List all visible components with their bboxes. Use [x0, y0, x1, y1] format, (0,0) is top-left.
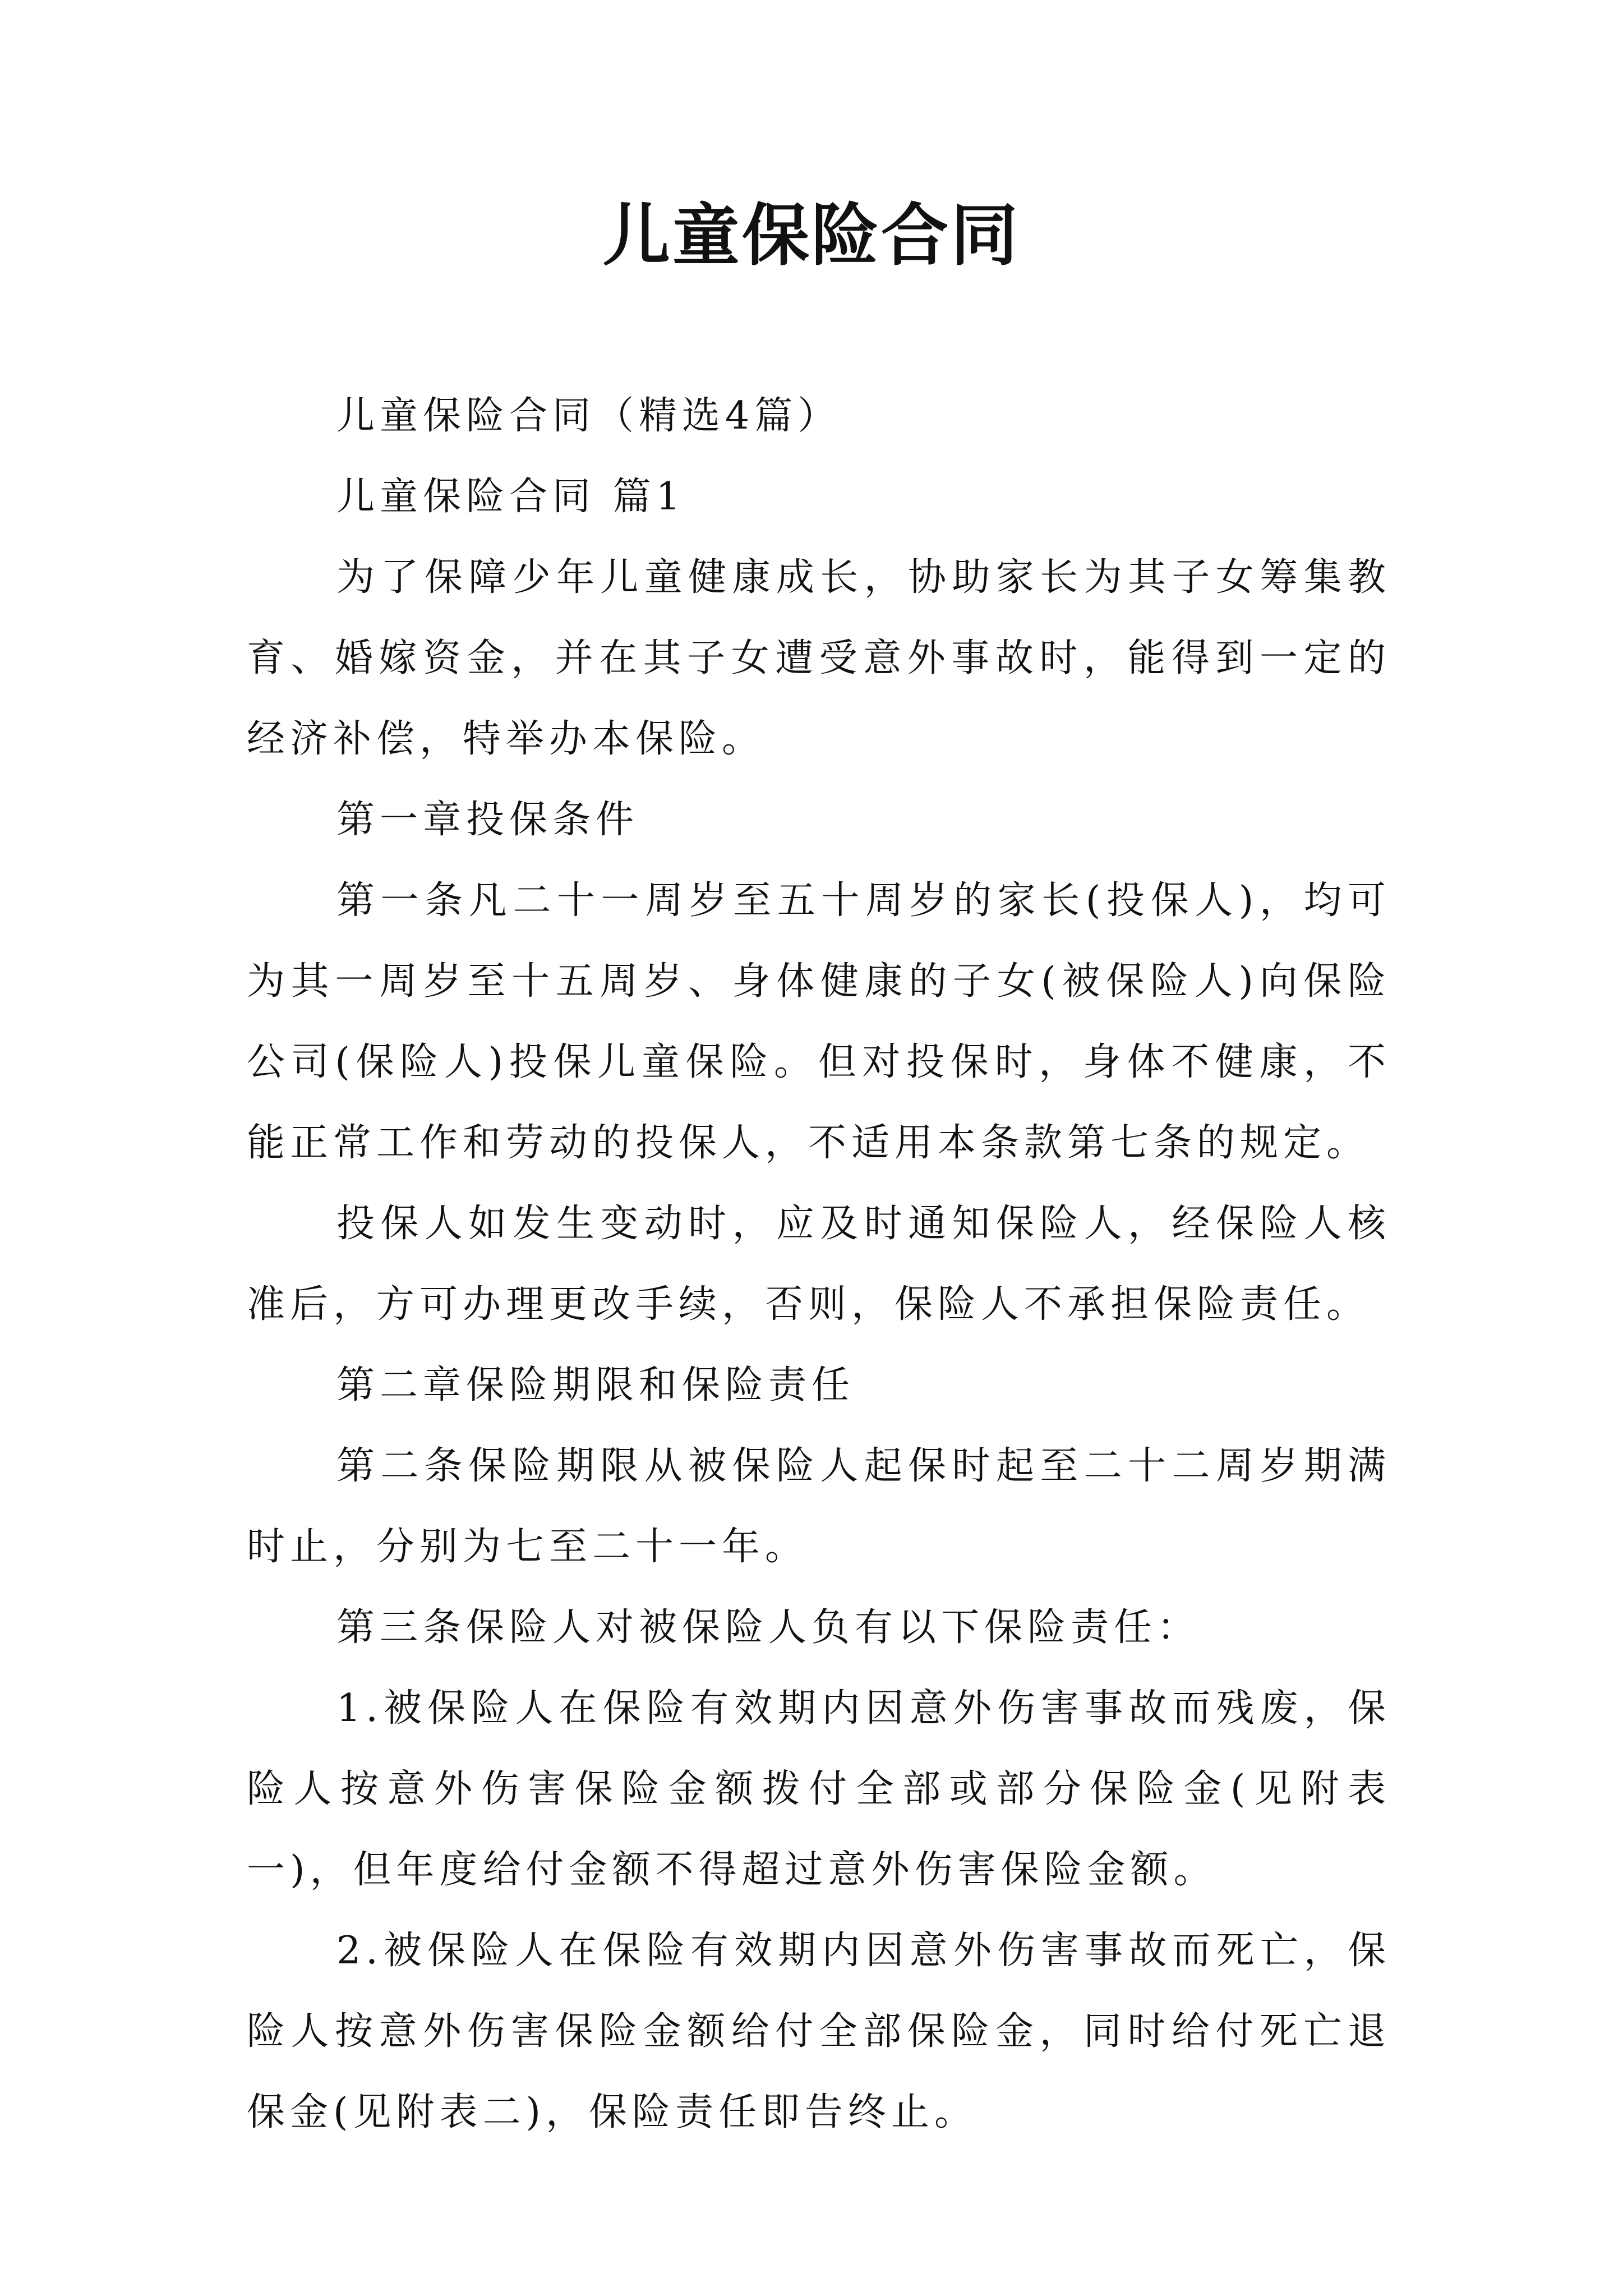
document-title: 儿童保险合同	[603, 196, 1020, 275]
paragraph-purpose: 为了保障少年儿童健康成长，协助家长为其子女筹集教育、婚嫁资金，并在其子女遭受意外事故时，能得到一定的经济补偿，特举办本保险。	[247, 555, 1391, 761]
paragraph-chapter-2-heading: 第二章保险期限和保险责任	[336, 1363, 855, 1407]
paragraph-article-3: 第三条保险人对被保险人负有以下保险责任：	[336, 1605, 1201, 1650]
paragraph-policyholder-change: 投保人如发生变动时，应及时通知保险人，经保险人核准后，方可办理更改手续，否则，保险人不承担保险责任。	[247, 1202, 1391, 1327]
paragraph-section-heading: 儿童保险合同 篇1	[336, 475, 685, 519]
paragraph-article-1: 第一条凡二十一周岁至五十周岁的家长(投保人)，均可为其一周岁至十五周岁、身体健康的子女(被保险人)向保险公司(保险人)投保儿童保险。但对投保时，身体不健康，不能正常工作和劳动的投保人，不适用本条款第七条的规定。	[247, 878, 1391, 1165]
paragraph-subtitle: 儿童保险合同（精选4篇）	[336, 394, 841, 438]
document-body	[247, 376, 1391, 2153]
paragraph-item-2: 2.被保险人在保险有效期内因意外伤害事故而死亡，保险人按意外伤害保险金额给付全部保险金，同时给付死亡退保金(见附表二)，保险责任即告终止。	[247, 1929, 1391, 2134]
paragraph-article-2: 第二条保险期限从被保险人起保时起至二十二周岁期满时止，分别为七至二十一年。	[247, 1444, 1391, 1569]
paragraph-item-1: 1.被保险人在保险有效期内因意外伤害事故而残废，保险人按意外伤害保险金额拨付全部或部分保险金(见附表一)，但年度给付金额不得超过意外伤害保险金额。	[247, 1686, 1391, 1892]
paragraph-chapter-1-heading: 第一章投保条件	[336, 798, 639, 842]
